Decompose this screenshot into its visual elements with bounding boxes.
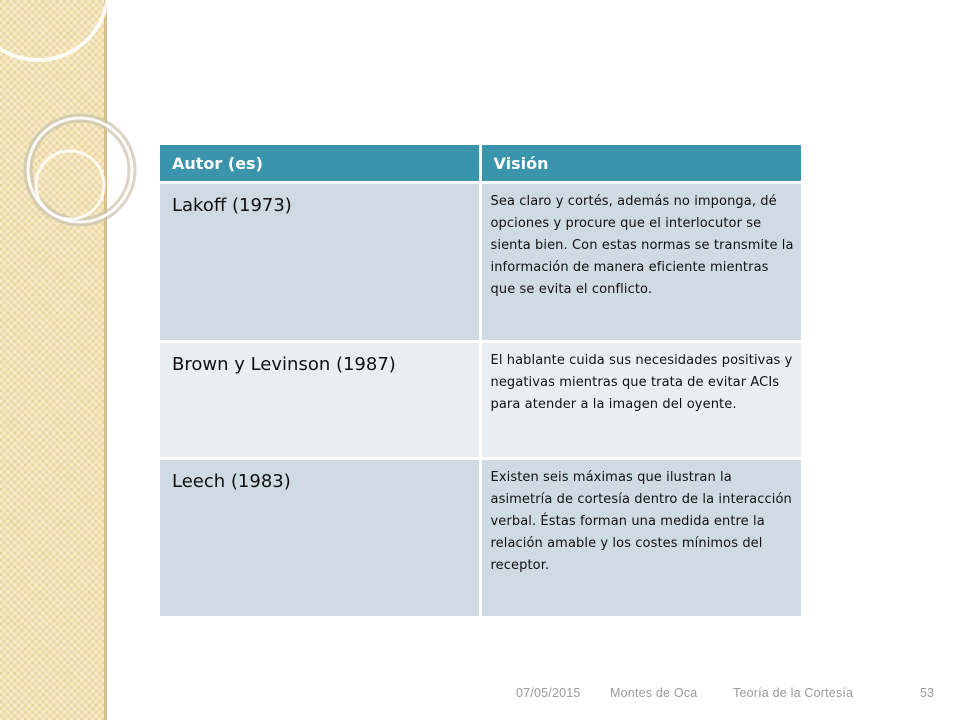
vision-cell: Sea claro y cortés, además no imponga, dé opciones y procure que el interlocutor se sienta bien. Con estas normas se transmite la información de manera eficiente mientras que se evita el conflicto. xyxy=(480,183,801,342)
footer-author: Montes de Oca xyxy=(610,686,698,700)
table-header-row xyxy=(160,145,801,183)
table-row xyxy=(160,459,801,616)
author-cell: Lakoff (1973) xyxy=(160,183,480,342)
author-cell: Leech (1983) xyxy=(160,459,480,616)
footer-page-number: 53 xyxy=(920,686,935,700)
vision-cell: El hablante cuida sus necesidades positivas y negativas mientras que trata de evitar ACIs para atender a la imagen del oyente. xyxy=(480,342,801,459)
author-cell: Brown y Levinson (1987) xyxy=(160,342,480,459)
footer-title: Teoría de la Cortesía xyxy=(733,686,854,700)
table-row xyxy=(160,342,801,459)
header-author: Autor (es) xyxy=(160,145,480,183)
author-vision-table xyxy=(160,145,801,616)
vision-cell: Existen seis máximas que ilustran la asimetría de cortesía dentro de la interacción verbal. Éstas forman una medida entre la relación amable y los costes mínimos del receptor. xyxy=(480,459,801,616)
footer-date: 07/05/2015 xyxy=(516,686,581,700)
header-vision: Visión xyxy=(480,145,801,183)
table-row xyxy=(160,183,801,342)
